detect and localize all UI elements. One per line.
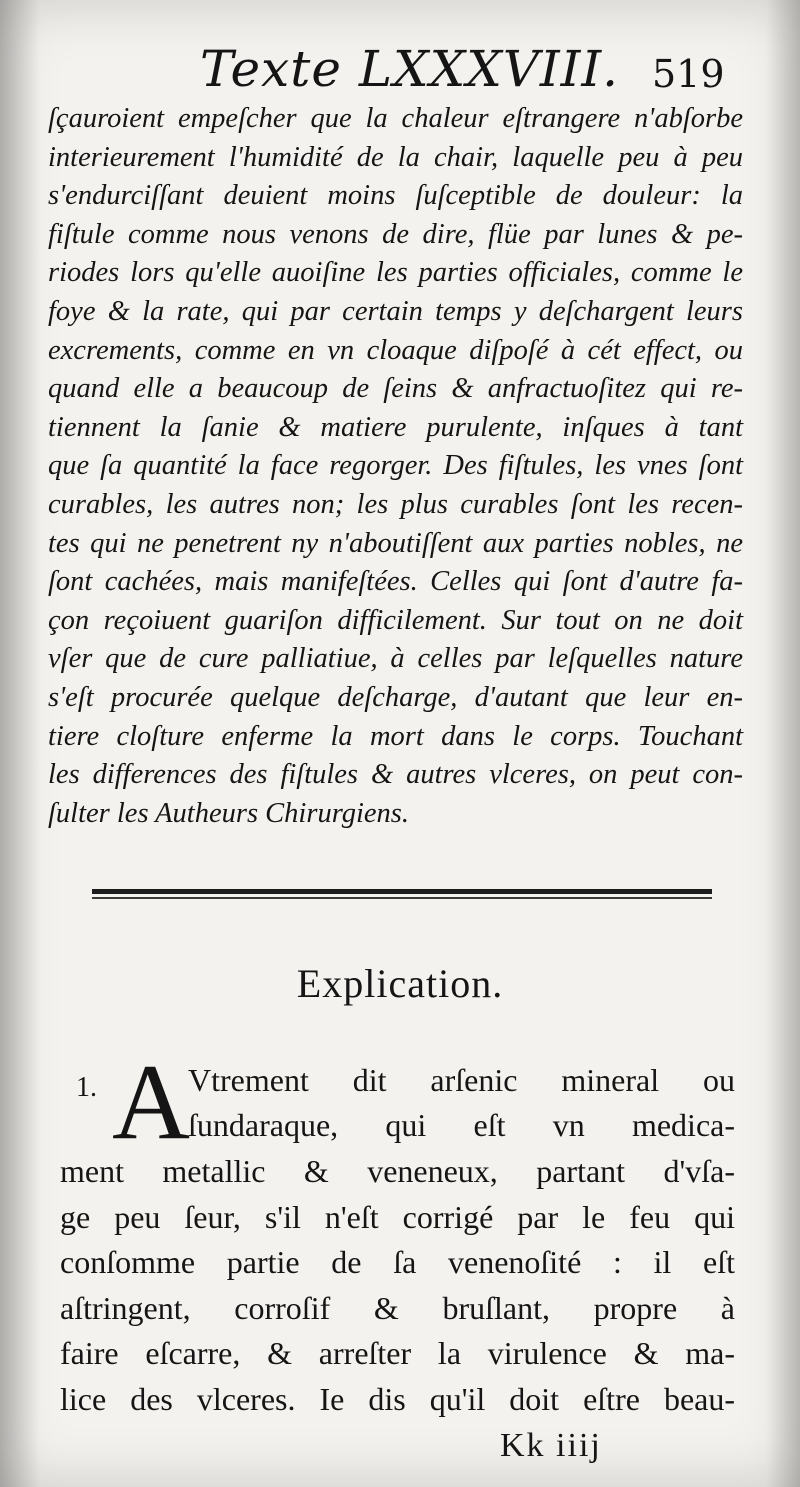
running-head: Texte LXXXVIII. (200, 40, 620, 98)
section-divider-thin (92, 897, 712, 899)
text-line: interieurement l'humidité de la chair, laquelle peu à peu (48, 141, 743, 173)
drop-cap: A (112, 1043, 190, 1162)
text-line: excrements, comme en vn cloaque diſpoſé à cét effect, ou (48, 334, 743, 366)
text-line: s'eſt procurée quelque deſcharge, d'autant que leur en- (48, 681, 743, 713)
text-line: les differences des fiſtules & autres vlceres, on peut con- (48, 759, 743, 791)
text-line: fiſtule comme nous venons de dire, flüe par lunes & pe- (48, 218, 743, 250)
text-line: quand elle a beaucoup de ſeins & anfractuoſitez qui re- (48, 373, 743, 405)
text-line: tiere cloſture enferme la mort dans le corps. Touchant (48, 720, 743, 752)
text-line: s'endurciſſant deuient moins ſuſceptible de douleur: la (48, 180, 743, 212)
main-text-block (48, 100, 743, 833)
text-line: vſer que de cure palliatiue, à celles par leſquelles nature (48, 643, 743, 675)
section-title: Explication. (296, 961, 504, 1006)
page-header (0, 32, 800, 102)
note-line: ſundaraque, qui eſt vn medica- (188, 1107, 735, 1143)
text-line: tes qui ne penetrent ny n'aboutiſſent aux parties nobles, ne (48, 527, 743, 559)
text-line: çon reçoiuent guariſon difficilement. Sur tout on ne doit (48, 604, 743, 636)
text-line: que ſa quantité la face regorger. Des fiſtules, les vnes ſont (48, 450, 743, 482)
text-line: ſulter les Autheurs Chirurgiens. (48, 797, 410, 829)
text-line: curables, les autres non; les plus curables ſont les recen- (48, 488, 743, 520)
scan-shadow-right (766, 0, 800, 1487)
note-line: lice des vlceres. Ie dis qu'il doit eſtre beau- (60, 1381, 735, 1417)
page-number: 519 (652, 52, 725, 96)
text-line: tiennent la ſanie & matiere purulente, inſques à tant (48, 411, 743, 443)
text-line: ſçauroient empeſcher que la chaleur eſtrangere n'abſorbe (48, 103, 743, 134)
note-line: ge peu ſeur, s'il n'eſt corrigé par le feu qui (60, 1199, 735, 1235)
text-line: ſont cachées, mais manifeſtées. Celles qui ſont d'autre fa- (48, 566, 743, 598)
section-divider (92, 889, 712, 894)
scan-shadow-left (0, 0, 40, 1487)
text-line: foye & la rate, qui par certain temps y deſchargent leurs (48, 295, 743, 327)
note-line: aſtringent, corroſif & bruſlant, propre à (60, 1290, 735, 1326)
text-line: riodes lors qu'elle auoiſine les parties officiales, comme le (48, 257, 743, 289)
note-number: 1. (76, 1072, 97, 1103)
note-line: faire eſcarre, & arreſter la virulence & ma- (60, 1335, 735, 1371)
note-line: conſomme partie de ſa venenoſité : il eſt (60, 1244, 735, 1280)
note-line: ment metallic & veneneux, partant d'vſa- (60, 1153, 735, 1189)
catchword-signature: Kk iiij (500, 1427, 602, 1464)
note-line: Vtrement dit arſenic mineral ou (188, 1062, 735, 1098)
